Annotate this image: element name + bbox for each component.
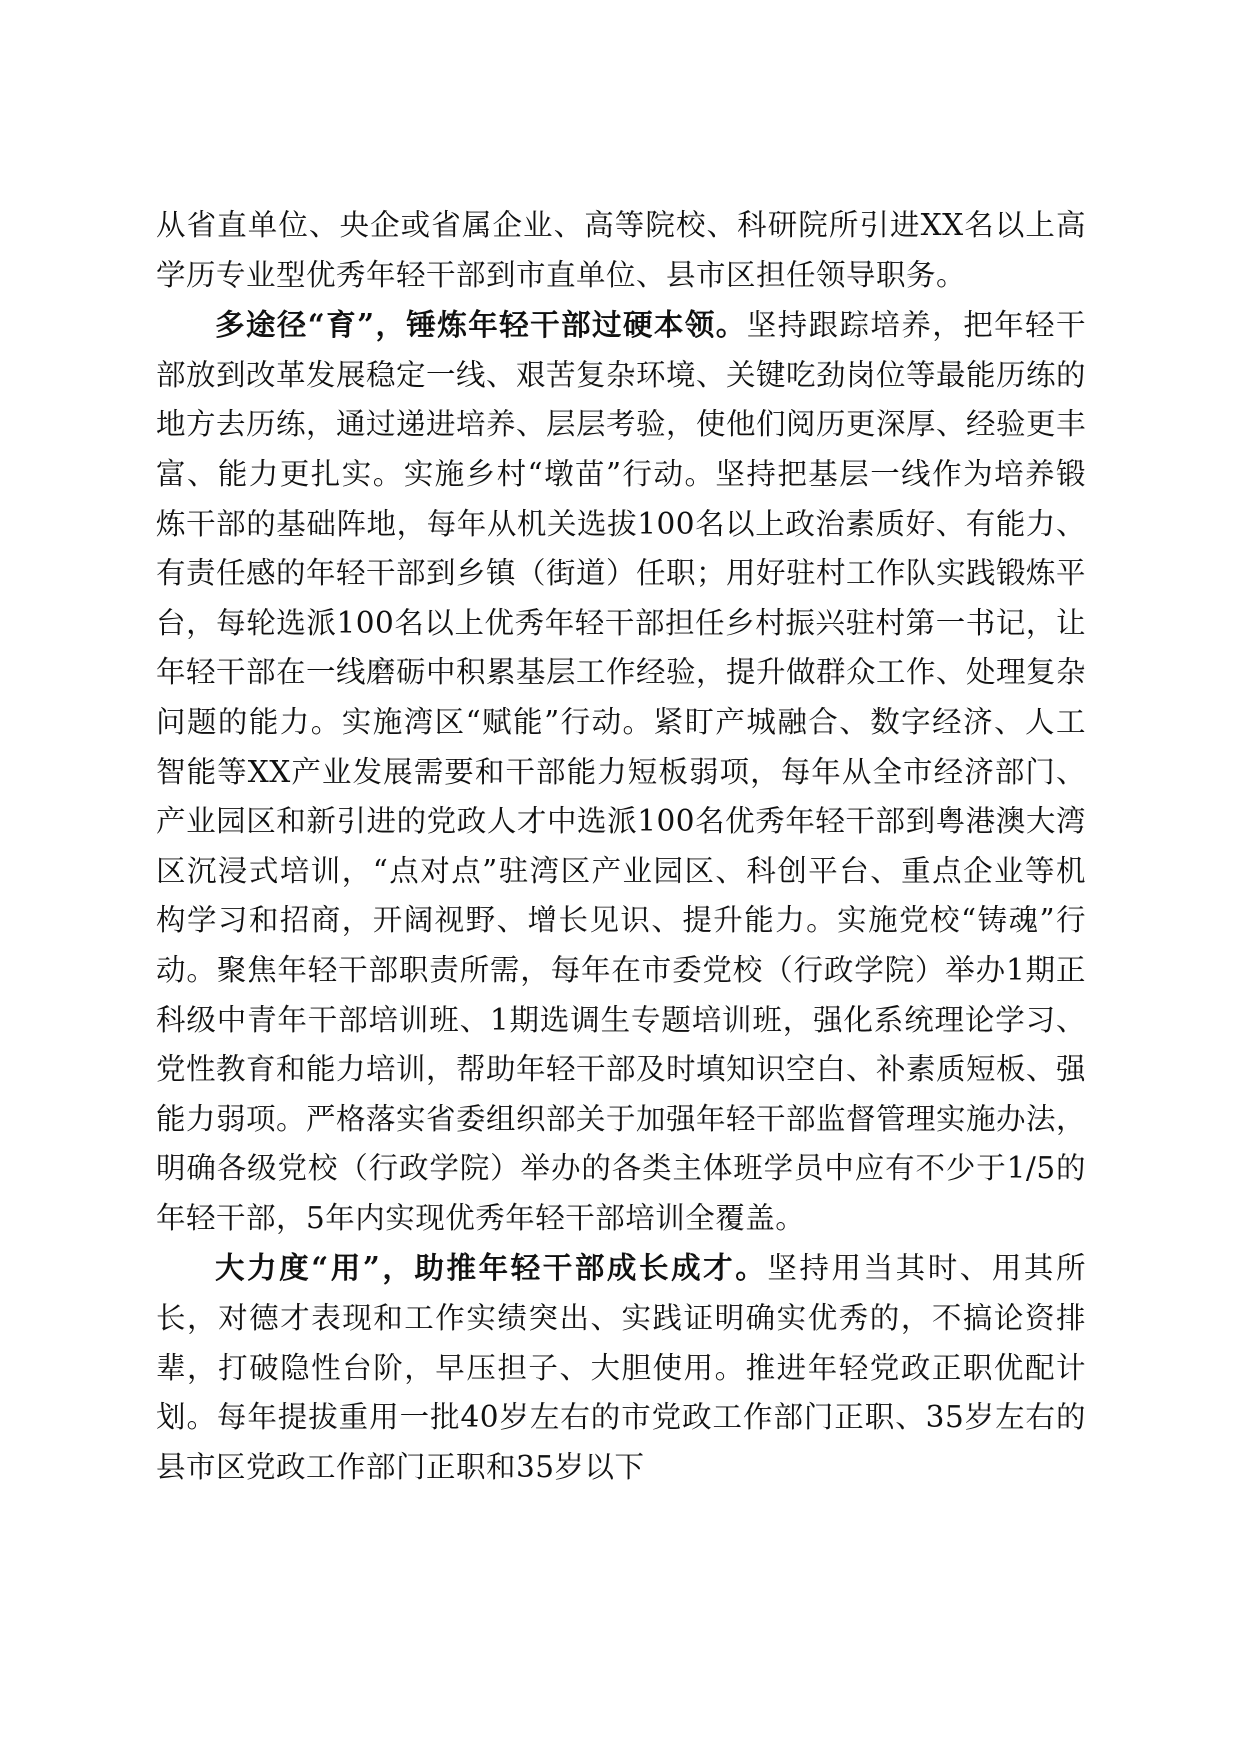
paragraph-cultivate — [156, 300, 1086, 1243]
paragraph-body-use: 坚持用当其时、用其所长，对德才表现和工作实绩突出、实践证明确实优秀的，不搞论资排辈，打破隐性台阶，早压担子、大胆使用。推进年轻党政正职优配计划。每年提拔重用一批40岁左右的市党政工作部门正职、35岁左右的县市区党政工作部门正职和35岁以下 — [156, 1251, 1086, 1484]
paragraph-lead-cultivate: 多途径“育”，锤炼年轻干部过硬本领。 — [215, 307, 747, 343]
paragraph-body: 从省直单位、央企或省属企业、高等院校、科研院所引进XX名以上高学历专业型优秀年轻干部到市直单位、县市区担任领导职务。 — [156, 208, 1086, 292]
paragraph-intro-continuation — [156, 200, 1086, 300]
paragraph-use — [156, 1243, 1086, 1492]
paragraph-lead-use: 大力度“用”，助推年轻干部成长成才。 — [215, 1250, 768, 1286]
paragraph-body-cultivate: 坚持跟踪培养，把年轻干部放到改革发展稳定一线、艰苦复杂环境、关键吃劲岗位等最能历练的地方去历练，通过递进培养、层层考验，使他们阅历更深厚、经验更丰富、能力更扎实。实施乡村“墩苗”行动。坚持把基层一线作为培养锻炼干部的基础阵地，每年从机关选拔100名以上政治素质好、有能力、有责任感的年轻干部到乡镇（街道）任职；用好驻村工作队实践锻炼平台，每轮选派100名以上优秀年轻干部担任乡村振兴驻村第一书记，让年轻干部在一线磨砺中积累基层工作经验，提升做群众工作、处理复杂问题的能力。实施湾区“赋能”行动。紧盯产城融合、数字经济、人工智能等XX产业发展需要和干部能力短板弱项，每年从全市经济部门、产业园区和新引进的党政人才中选派100名优秀年轻干部到粤港澳大湾区沉浸式培训，“点对点”驻湾区产业园区、科创平台、重点企业等机构学习和招商，开阔视野、增长见识、提升能力。实施党校“铸魂”行动。聚焦年轻干部职责所需，每年在市委党校（行政学院）举办1期正科级中青年干部培训班、1期选调生专题培训班，强化系统理论学习、党性教育和能力培训，帮助年轻干部及时填知识空白、补素质短板、强能力弱项。严格落实省委组织部关于加强年轻干部监督管理实施办法，明确各级党校（行政学院）举办的各类主体班学员中应有不少于1/5的年轻干部，5年内实现优秀年轻干部培训全覆盖。 — [156, 308, 1087, 1235]
document-page — [156, 200, 1086, 1492]
